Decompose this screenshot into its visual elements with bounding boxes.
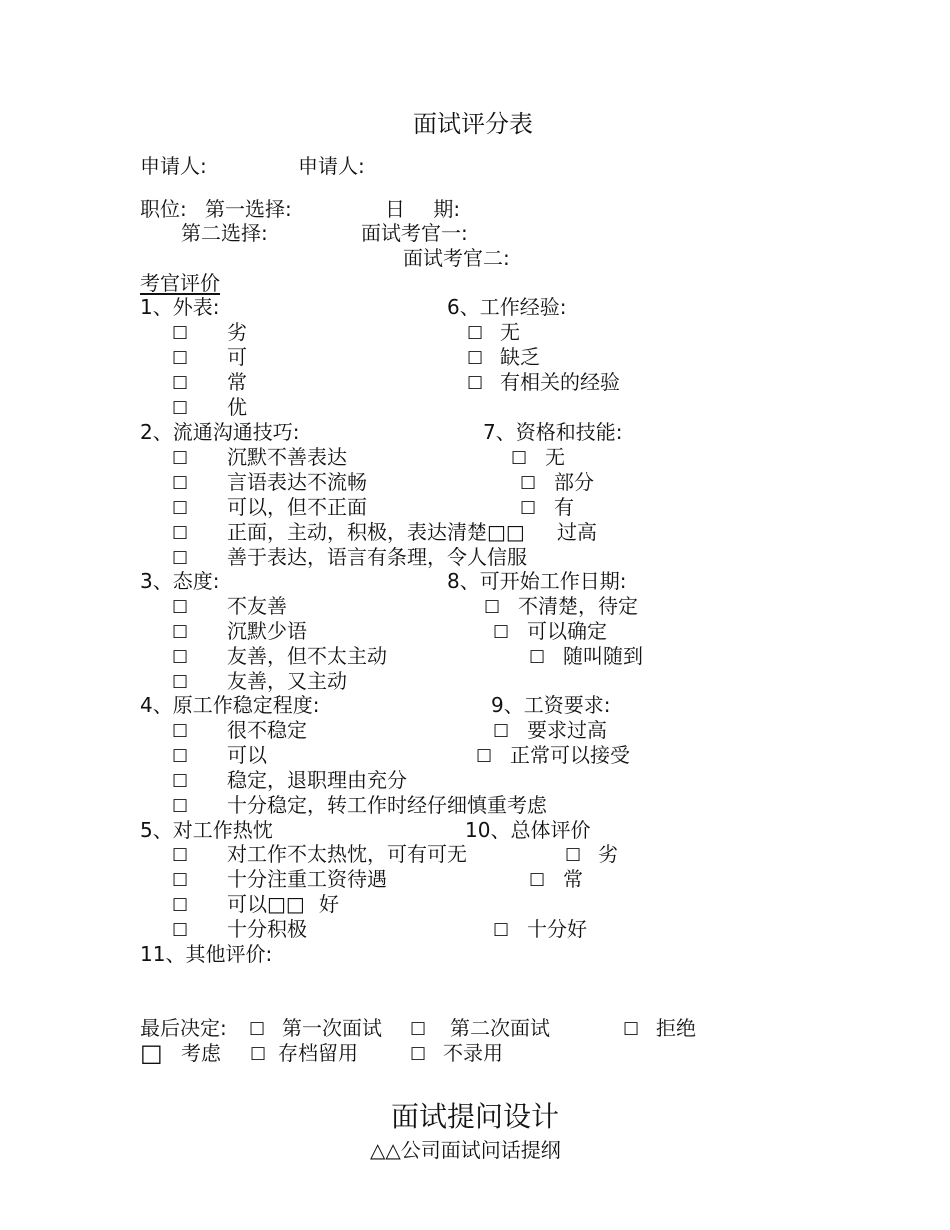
- q5-option-3: 可以□□: [227, 892, 305, 916]
- q5-checkbox-2[interactable]: □: [172, 869, 189, 889]
- q2-checkbox-2[interactable]: □: [172, 472, 189, 492]
- q2-option-4: 正面，主动，积极，表达清楚□□: [227, 520, 525, 544]
- q6-option-2: 缺乏: [500, 345, 540, 369]
- q6-checkbox-2[interactable]: □: [467, 347, 484, 367]
- q2-option-1: 沉默不善表达: [227, 445, 347, 469]
- q3-checkbox-2[interactable]: □: [172, 621, 189, 641]
- applicant-label-2: 申请人:: [298, 154, 365, 178]
- q1-option-1: 劣: [227, 320, 247, 344]
- section-label: 考官评价: [140, 271, 220, 295]
- q2-title: 2、流通沟通技巧:: [140, 420, 300, 444]
- q7-checkbox-2[interactable]: □: [520, 472, 537, 492]
- decision-checkbox-4[interactable]: □: [140, 1039, 163, 1067]
- interviewer-2-label: 面试考官二:: [403, 246, 510, 270]
- position-label: 职位:: [140, 197, 187, 221]
- q5-checkbox-1[interactable]: □: [172, 844, 189, 864]
- q3-option-1: 不友善: [227, 594, 287, 618]
- q4-option-1: 很不稳定: [227, 718, 307, 742]
- q7-checkbox-3[interactable]: □: [520, 497, 537, 517]
- q1-option-3: 常: [227, 370, 247, 394]
- q6-option-1: 无: [500, 320, 520, 344]
- q10-checkbox-2[interactable]: □: [529, 869, 546, 889]
- q3-title: 3、态度:: [140, 569, 220, 593]
- q10-option-4: 十分好: [527, 917, 587, 941]
- q7-checkbox-1[interactable]: □: [511, 447, 528, 467]
- decision-option-first-interview: 第一次面试: [282, 1016, 382, 1040]
- interviewer-1-label: 面试考官一:: [361, 221, 468, 245]
- decision-checkbox-6[interactable]: □: [410, 1043, 427, 1063]
- second-choice-label: 第二选择:: [181, 221, 268, 245]
- decision-checkbox-3[interactable]: □: [623, 1018, 640, 1038]
- q4-checkbox-2[interactable]: □: [172, 745, 189, 765]
- decision-option-not-hire: 不录用: [443, 1041, 503, 1065]
- q2-option-3: 可以，但不正面: [227, 495, 367, 519]
- q9-option-2: 正常可以接受: [510, 743, 630, 767]
- q1-option-2: 可: [227, 345, 247, 369]
- decision-checkbox-5[interactable]: □: [250, 1043, 267, 1063]
- q4-option-4: 十分稳定，转工作时经仔细慎重考虑: [227, 793, 547, 817]
- q1-checkbox-2[interactable]: □: [172, 347, 189, 367]
- q10-checkbox-1[interactable]: □: [565, 844, 582, 864]
- q5-option-2: 十分注重工资待遇: [227, 867, 387, 891]
- q7-option-4: 过高: [557, 520, 597, 544]
- first-choice-label: 第一选择:: [205, 197, 292, 221]
- date-label: 日 期:: [385, 197, 461, 221]
- q4-option-2: 可以: [227, 743, 267, 767]
- q7-title: 7、资格和技能:: [483, 420, 623, 444]
- q7-option-1: 无: [545, 445, 565, 469]
- design-title: 面试提问设计: [391, 1100, 560, 1133]
- q2-option-2: 言语表达不流畅: [227, 470, 367, 494]
- q2-checkbox-5[interactable]: □: [172, 547, 189, 567]
- q8-title: 8、可开始工作日期:: [447, 569, 627, 593]
- applicant-label: 申请人:: [140, 154, 207, 178]
- decision-checkbox-1[interactable]: □: [249, 1018, 266, 1038]
- q1-checkbox-3[interactable]: □: [172, 372, 189, 392]
- q8-option-3: 随叫随到: [563, 644, 643, 668]
- q6-title: 6、工作经验:: [447, 295, 567, 319]
- q2-option-5: 善于表达，语言有条理，令人信服: [227, 545, 527, 569]
- q3-option-4: 友善，又主动: [227, 669, 347, 693]
- q3-checkbox-3[interactable]: □: [172, 646, 189, 666]
- q8-checkbox-3[interactable]: □: [529, 646, 546, 666]
- q10-title: 10、总体评价: [465, 818, 591, 842]
- q10-option-3: 好: [319, 892, 339, 916]
- q3-option-3: 友善，但不太主动: [227, 644, 387, 668]
- q4-checkbox-3[interactable]: □: [172, 770, 189, 790]
- q4-title: 4、原工作稳定程度:: [140, 693, 320, 717]
- q9-option-1: 要求过高: [527, 718, 607, 742]
- q3-checkbox-4[interactable]: □: [172, 671, 189, 691]
- decision-label: 最后决定:: [140, 1016, 227, 1040]
- q2-checkbox-1[interactable]: □: [172, 447, 189, 467]
- q4-checkbox-4[interactable]: □: [172, 795, 189, 815]
- q9-checkbox-2[interactable]: □: [476, 745, 493, 765]
- decision-option-second-interview: 第二次面试: [450, 1016, 550, 1040]
- q5-option-4: 十分积极: [227, 917, 307, 941]
- q1-checkbox-4[interactable]: □: [172, 397, 189, 417]
- q5-checkbox-3[interactable]: □: [172, 894, 189, 914]
- q7-option-2: 部分: [554, 470, 594, 494]
- q8-checkbox-1[interactable]: □: [484, 596, 501, 616]
- q9-title: 9、工资要求:: [491, 693, 611, 717]
- q11-title: 11、其他评价:: [140, 942, 273, 966]
- q8-option-1: 不清楚，待定: [518, 594, 638, 618]
- q2-checkbox-4[interactable]: □: [172, 522, 189, 542]
- q8-option-2: 可以确定: [527, 619, 607, 643]
- q1-title: 1、外表:: [140, 295, 220, 319]
- q10-checkbox-4[interactable]: □: [493, 919, 510, 939]
- form-title: 面试评分表: [413, 110, 533, 138]
- q6-checkbox-3[interactable]: □: [467, 372, 484, 392]
- decision-option-consider: 考虑: [181, 1041, 221, 1065]
- q6-option-3: 有相关的经验: [500, 370, 620, 394]
- decision-option-reject: 拒绝: [656, 1016, 696, 1040]
- q3-checkbox-1[interactable]: □: [172, 596, 189, 616]
- q4-checkbox-1[interactable]: □: [172, 720, 189, 740]
- decision-option-archive: 存档留用: [278, 1041, 358, 1065]
- outline-title: △△公司面试问话提纲: [370, 1138, 561, 1162]
- q10-option-2: 常: [563, 867, 583, 891]
- q4-option-3: 稳定，退职理由充分: [227, 768, 407, 792]
- q6-checkbox-1[interactable]: □: [467, 322, 484, 342]
- q5-title: 5、对工作热忱: [140, 818, 273, 842]
- q9-checkbox-1[interactable]: □: [493, 720, 510, 740]
- q2-checkbox-3[interactable]: □: [172, 497, 189, 517]
- q10-option-1: 劣: [598, 842, 618, 866]
- q5-option-1: 对工作不太热忱，可有可无: [227, 842, 467, 866]
- q1-option-4: 优: [227, 395, 247, 419]
- q3-option-2: 沉默少语: [227, 619, 307, 643]
- q1-checkbox-1[interactable]: □: [172, 322, 189, 342]
- q5-checkbox-4[interactable]: □: [172, 919, 189, 939]
- decision-checkbox-2[interactable]: □: [410, 1018, 427, 1038]
- q8-checkbox-2[interactable]: □: [493, 621, 510, 641]
- q7-option-3: 有: [554, 495, 574, 519]
